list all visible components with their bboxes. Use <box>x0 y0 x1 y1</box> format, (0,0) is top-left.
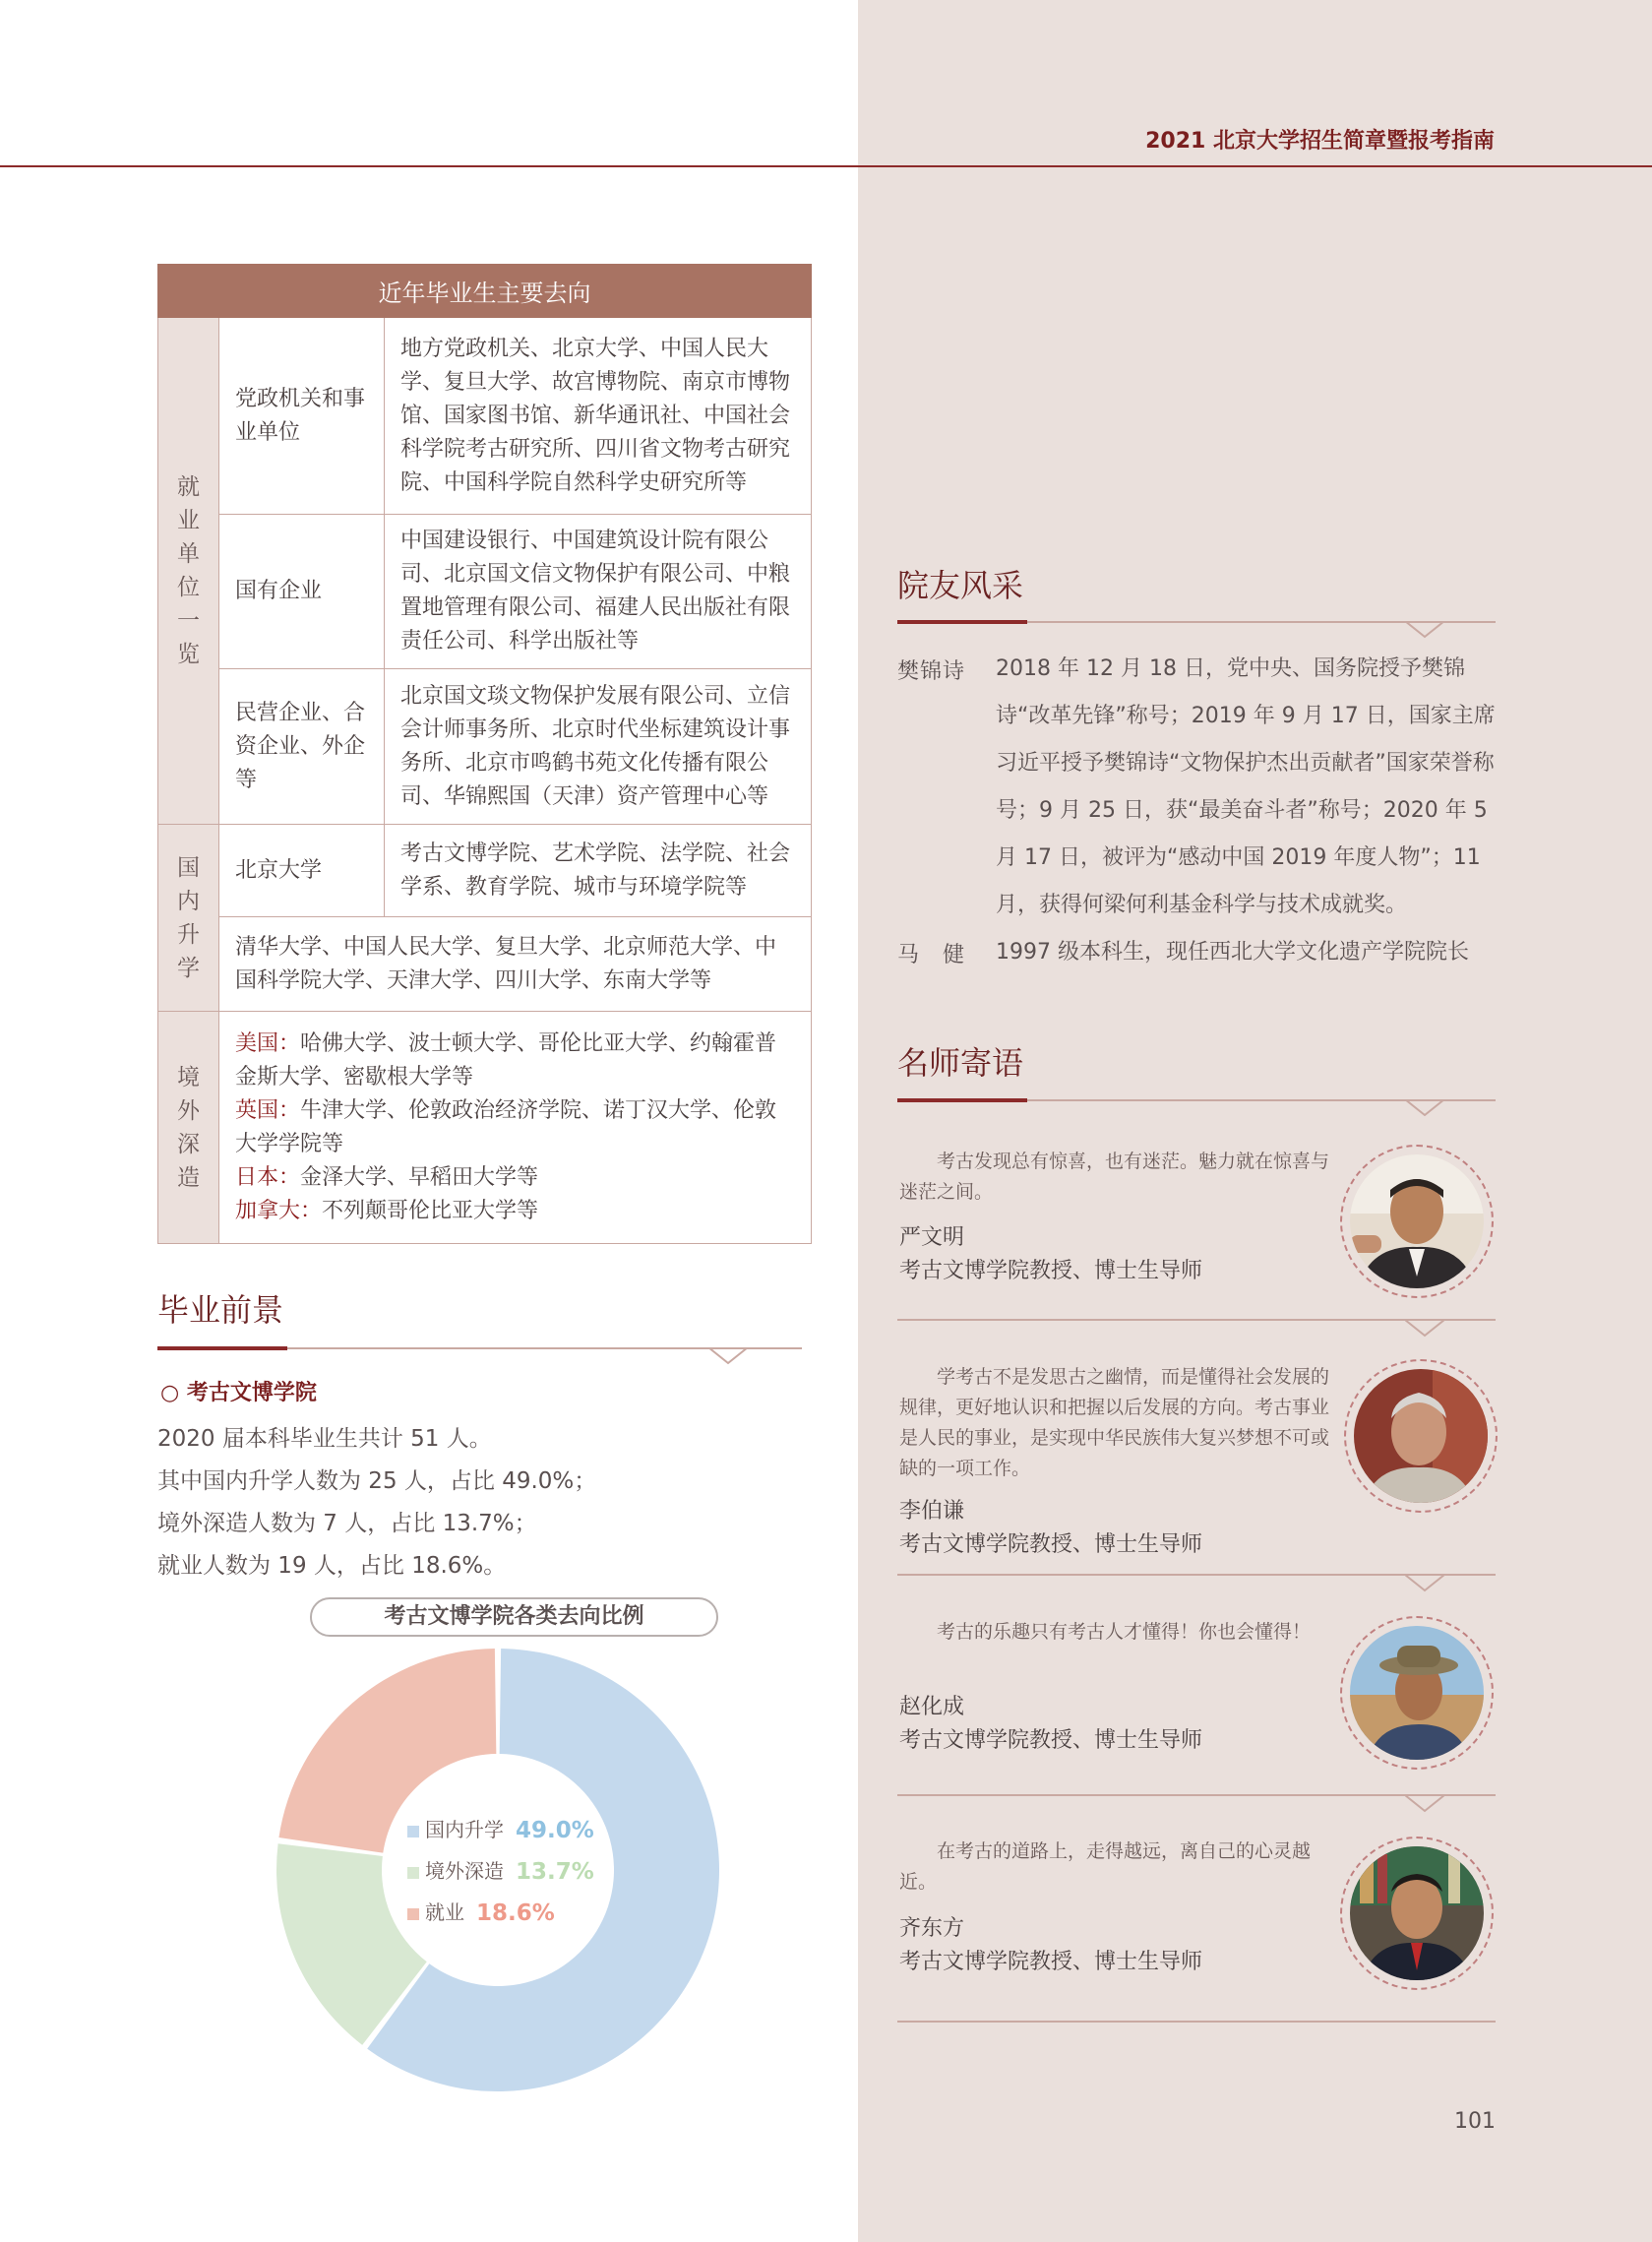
alumni-text-1: 2018 年 12 月 18 日，党中央、国务院授予樊锦诗“改革先锋”称号；2019 年 9 月 17 日，国家主席习近平授予樊锦诗“文物保护杰出贡献者”国家荣誉称号；9 月 25 日，获“最美奋斗者”称号；2020 年 5 月 17 日，被评为“感动中国 2019 年度人物”；11 月，获得何梁何利基金科学与技术成就奖。 <box>996 656 1496 917</box>
group-employment: 就业单位一览 <box>158 318 219 825</box>
destination-donut-chart <box>272 1644 724 2096</box>
teacher-divider-notch-1 <box>1405 1320 1444 1339</box>
header-rule <box>0 165 1652 167</box>
teachers-title: 名师寄语 <box>897 1044 1024 1082</box>
legend-label-1: 国内升学 <box>425 1818 504 1841</box>
desc-pku: 考古文博学院、艺术学院、法学院、社会学系、教育学院、城市与环境学院等 <box>385 825 812 917</box>
portrait-icon <box>1350 1154 1484 1288</box>
teacher-photo-1 <box>1340 1145 1494 1298</box>
teacher-role-2: 考古文博学院教授、博士生导师 <box>899 1532 1203 1557</box>
group-domestic: 国内升学 <box>158 825 219 1012</box>
teacher-role-3: 考古文博学院教授、博士生导师 <box>899 1728 1203 1753</box>
teacher-photo-4 <box>1340 1837 1494 1990</box>
category-soe: 国有企业 <box>219 515 385 669</box>
prospects-title: 毕业前景 <box>157 1291 284 1329</box>
abroad-usa: 美国：哈佛大学、波士顿大学、哥伦比亚大学、约翰霍普金斯大学、密歇根大学等 <box>235 1030 777 1090</box>
desc-private: 北京国文琰文物保护发展有限公司、立信会计师事务所、北京时代坐标建筑设计事务所、北京市鸣鹤书苑文化传播有限公司、华锦熙国（天津）资产管理中心等 <box>385 669 812 825</box>
teacher-quote-4: 在考古的道路上，走得越远，离自己的心灵越近。 <box>899 1840 1312 1893</box>
stat-domestic: 其中国内升学人数为 25 人，占比 49.0%； <box>157 1468 597 1494</box>
teachers-bottom-rule <box>897 2021 1496 2023</box>
graduate-destination-table <box>157 264 812 1244</box>
school-name: ○ 考古文博学院 <box>160 1381 317 1405</box>
portrait-icon <box>1354 1369 1488 1503</box>
legend-value-3: 18.6% <box>476 1900 555 1926</box>
alumni-notch <box>1405 621 1444 641</box>
prospects-notch <box>708 1347 748 1367</box>
legend-swatch-2 <box>407 1867 419 1879</box>
prospects-rule-accent <box>157 1346 287 1350</box>
teacher-quote-3: 考古的乐趣只有考古人才懂得！你也会懂得！ <box>937 1621 1312 1643</box>
legend-value-1: 49.0% <box>516 1818 594 1843</box>
alumni-rule-accent <box>897 620 1027 624</box>
teacher-role-4: 考古文博学院教授、博士生导师 <box>899 1950 1203 1974</box>
teacher-quote-1: 考古发现总有惊喜，也有迷茫。魅力就在惊喜与迷茫之间。 <box>899 1151 1330 1203</box>
abroad-canada: 加拿大：不列颠哥伦比亚大学等 <box>235 1198 539 1223</box>
page-number: 101 <box>1454 2109 1496 2134</box>
teacher-role-1: 考古文博学院教授、博士生导师 <box>899 1259 1203 1283</box>
teacher-name-1: 严文明 <box>899 1225 965 1250</box>
portrait-icon <box>1350 1846 1484 1980</box>
legend-swatch-1 <box>407 1826 419 1837</box>
legend-swatch-3 <box>407 1908 419 1920</box>
teachers-notch <box>1405 1099 1444 1119</box>
alumni-title: 院友风采 <box>897 567 1024 604</box>
teacher-name-3: 赵化成 <box>899 1695 965 1719</box>
right-panel-background <box>858 0 1652 2242</box>
desc-other-domestic: 清华大学、中国人民大学、复旦大学、北京师范大学、中国科学院大学、天津大学、四川大学、东南大学等 <box>219 917 812 1012</box>
category-private: 民营企业、合资企业、外企等 <box>219 669 385 825</box>
teacher-quote-2: 学考古不是发思古之幽情，而是懂得社会发展的规律，更好地认识和把握以后发展的方向。考古事业是人民的事业，是实现中华民族伟大复兴梦想不可或缺的一项工作。 <box>899 1366 1330 1479</box>
desc-soe: 中国建设银行、中国建筑设计院有限公司、北京国文信文物保护有限公司、中粮置地管理有限公司、福建人民出版社有限责任公司、科学出版社等 <box>385 515 812 669</box>
page-header-title: 2021 北京大学招生简章暨报考指南 <box>1145 129 1495 154</box>
abroad-uk: 英国：牛津大学、伦敦政治经济学院、诺丁汉大学、伦敦大学学院等 <box>235 1097 777 1156</box>
legend-value-2: 13.7% <box>516 1859 594 1885</box>
teacher-photo-3 <box>1340 1616 1494 1770</box>
desc-abroad <box>219 1012 812 1244</box>
category-pku: 北京大学 <box>219 825 385 917</box>
chart-title: 考古文博学院各类去向比例 <box>310 1597 718 1637</box>
stat-abroad: 境外深造人数为 7 人，占比 13.7%； <box>157 1511 537 1536</box>
teacher-name-2: 李伯谦 <box>899 1499 965 1524</box>
teacher-photo-2 <box>1344 1359 1498 1513</box>
table-title: 近年毕业生主要去向 <box>158 265 812 318</box>
legend-label-2: 境外深造 <box>425 1859 504 1883</box>
teacher-divider-notch-2 <box>1405 1575 1444 1594</box>
alumni-text-2: 1997 级本科生，现任西北大学文化遗产学院院长 <box>996 940 1469 965</box>
portrait-icon <box>1350 1626 1484 1760</box>
teachers-rule-accent <box>897 1098 1027 1102</box>
alumni-name-1: 樊锦诗 <box>897 659 966 684</box>
teacher-name-4: 齐东方 <box>899 1916 965 1941</box>
group-abroad: 境外深造 <box>158 1012 219 1244</box>
stat-employment: 就业人数为 19 人，占比 18.6%。 <box>157 1553 507 1579</box>
abroad-japan: 日本：金泽大学、早稻田大学等 <box>235 1164 539 1190</box>
teacher-divider-notch-3 <box>1405 1795 1444 1815</box>
legend-label-3: 就业 <box>425 1900 464 1924</box>
desc-gov: 地方党政机关、北京大学、中国人民大学、复旦大学、故宫博物院、南京市博物馆、国家图书馆、新华通讯社、中国社会科学院考古研究所、四川省文物考古研究院、中国科学院自然科学史研究所等 <box>385 318 812 515</box>
category-gov: 党政机关和事业单位 <box>219 318 385 515</box>
stat-total: 2020 届本科毕业生共计 51 人。 <box>157 1426 492 1452</box>
alumni-name-2: 马 健 <box>897 943 966 967</box>
